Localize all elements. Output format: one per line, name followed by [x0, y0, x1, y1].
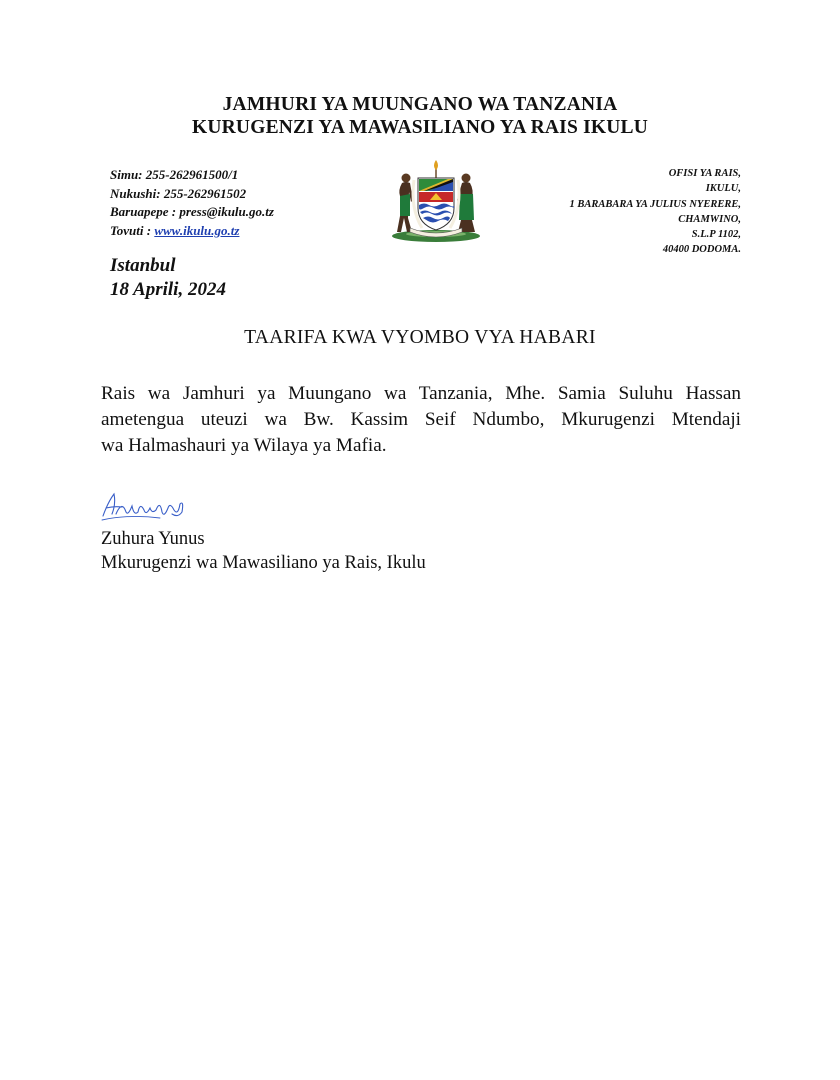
- address-line: IKULU,: [705, 183, 741, 195]
- contact-block: [110, 166, 274, 240]
- phone-text: Simu: 255-262961500/1: [110, 167, 239, 182]
- address-block: [570, 166, 741, 258]
- header-republic-title: JAMHURI YA MUUNGANO WA TANZANIA: [222, 94, 618, 115]
- place-date-block: [110, 254, 226, 302]
- body-line: wa Halmashauri ya Wilaya ya Mafia.: [101, 435, 387, 456]
- statement-body: [101, 381, 741, 459]
- address-line: OFISI YA RAIS,: [668, 168, 741, 179]
- date-text: 18 Aprili, 2024: [110, 279, 226, 300]
- signer-block: [101, 527, 426, 575]
- address-line: 1 BARABARA YA JULIUS NYERERE,: [569, 198, 741, 210]
- website-link[interactable]: www.ikulu.go.tz: [154, 222, 240, 238]
- handwritten-signature: [100, 490, 188, 526]
- website-row: [110, 222, 274, 241]
- fax-text: Nukushi: 255-262961502: [110, 185, 247, 201]
- press-release-title: TAARIFA KWA VYOMBO VYA HABARI: [244, 327, 596, 348]
- header-directorate-title: KURUGENZI YA MAWASILIANO YA RAIS IKULU: [191, 117, 649, 138]
- email-text: Baruapepe : press@ikulu.go.tz: [110, 204, 274, 219]
- signer-position: Mkurugenzi wa Mawasiliano ya Rais, Ikulu: [101, 553, 426, 573]
- body-line: Rais wa Jamhuri ya Muungano wa Tanzania, Mhe. Samia Suluhu Hassan: [101, 383, 741, 404]
- coat-of-arms-emblem: [388, 158, 484, 244]
- body-line: ametengua uteuzi wa Bw. Kassim Seif Ndumbo, Mkurugenzi Mtendaji: [101, 409, 741, 430]
- place-text: Istanbul: [110, 255, 176, 276]
- website-label: Tovuti :: [110, 222, 155, 238]
- address-line: S.L.P 1102,: [691, 229, 741, 241]
- address-line: CHAMWINO,: [678, 213, 741, 225]
- address-line: 40400 DODOMA.: [662, 244, 741, 256]
- signer-name: Zuhura Yunus: [101, 529, 205, 549]
